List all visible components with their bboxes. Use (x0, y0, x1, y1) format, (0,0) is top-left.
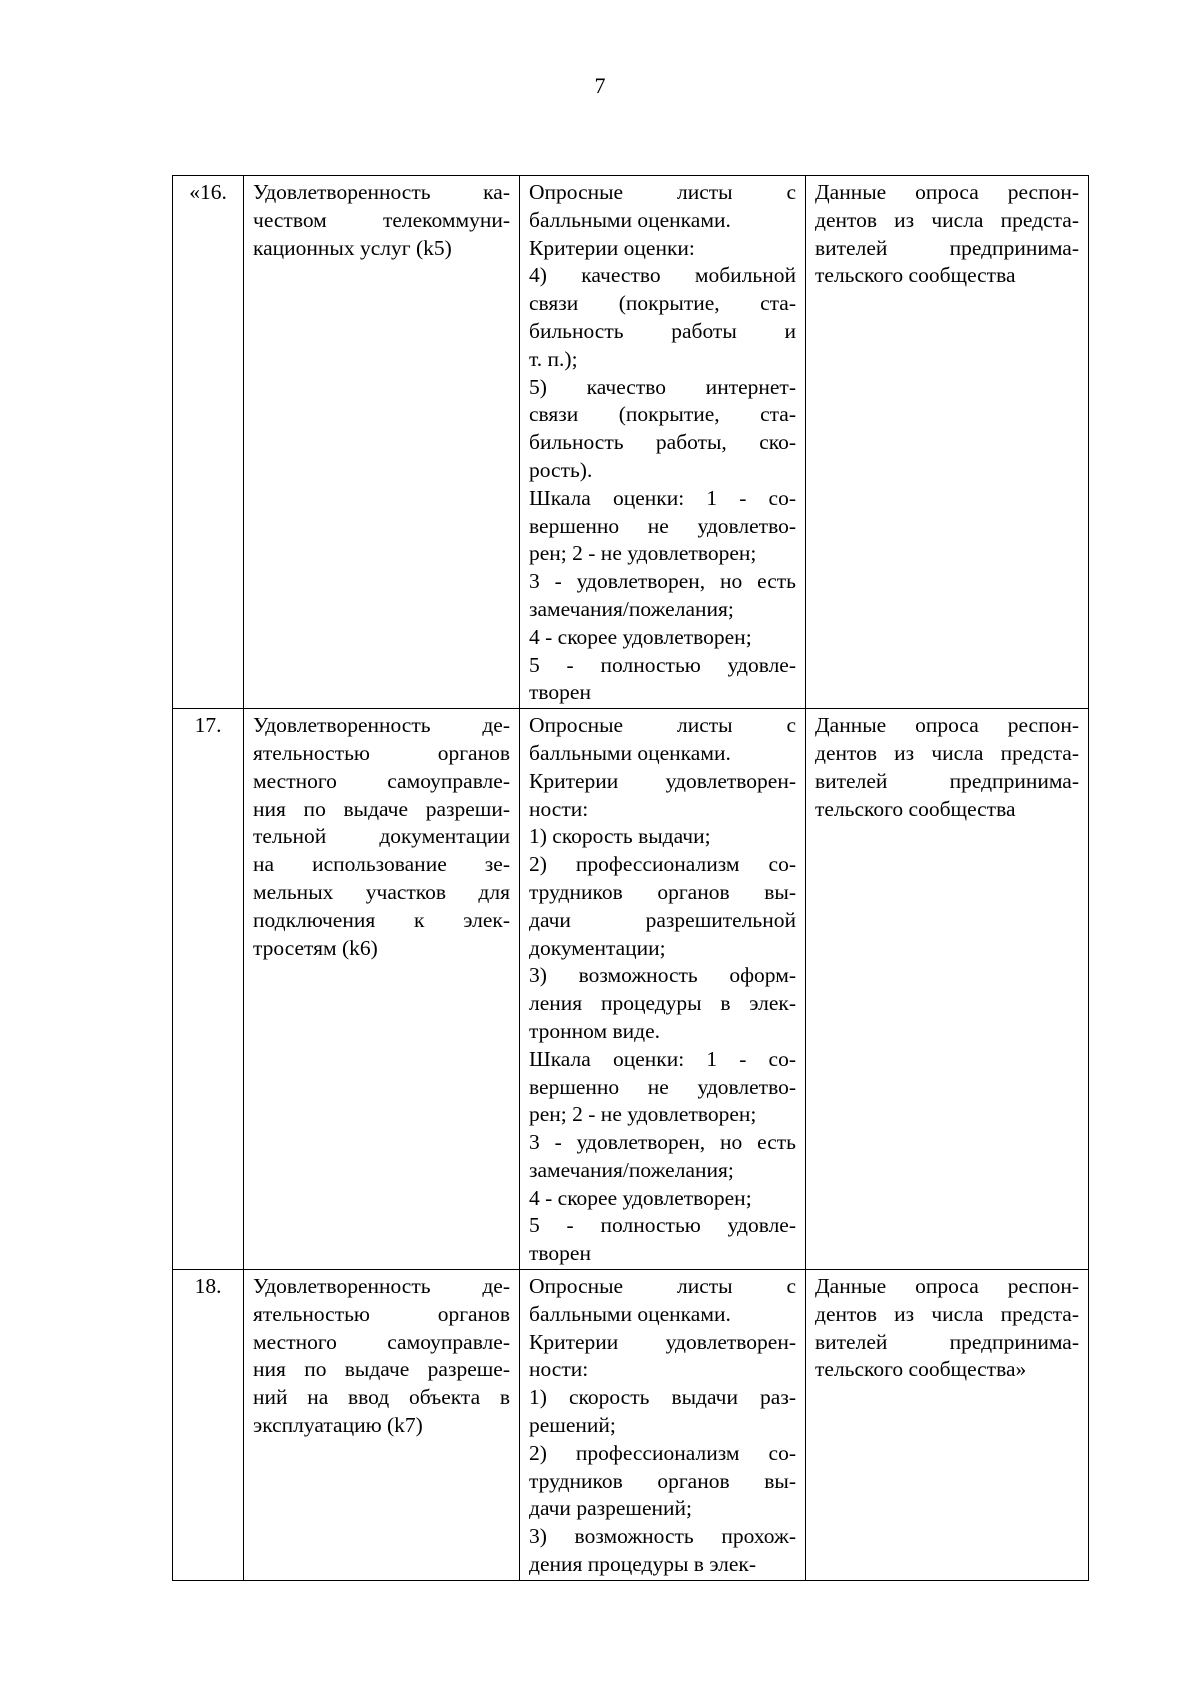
method-cell (520, 1270, 806, 1581)
method-line: 5 - полностью удовле- (529, 652, 796, 677)
method-line: вершенно не удовлетво- (529, 513, 796, 538)
method-line: вершенно не удовлетво- (529, 1074, 796, 1099)
indicator-line: тельной документации (253, 824, 510, 849)
method-line: бильность работы и (529, 318, 796, 343)
table-body (173, 176, 1089, 1581)
method-line: решений; (529, 1413, 616, 1438)
row-number-cell (173, 709, 244, 1270)
method-line: дения процедуры в элек- (529, 1552, 757, 1577)
method-line: ления процедуры в элек- (529, 991, 796, 1016)
row-number: 17. (194, 713, 222, 738)
method-cell (520, 176, 806, 709)
method-line: Опросные листы с (529, 180, 796, 204)
source-line: Данные опроса респон- (815, 180, 1079, 204)
source-cell (806, 709, 1089, 1270)
method-line: 1) скорость выдачи раз- (529, 1385, 796, 1410)
source-line: дентов из числа предста- (815, 207, 1079, 232)
method-line: Критерии удовлетворен- (529, 768, 796, 793)
indicator-line: ния по выдаче разреши- (253, 796, 510, 821)
indicator-line: ятельностью органов (253, 1301, 510, 1326)
method-line: 3 - удовлетворен, но есть (529, 569, 796, 594)
source-line: вителей предпринима- (815, 235, 1079, 260)
source-line: тельского сообщества (815, 263, 1016, 288)
indicator-cell (244, 1270, 520, 1581)
page-number: 7 (594, 73, 606, 98)
row-number: 18. (194, 1274, 222, 1299)
indicator-line: подключения к элек- (253, 907, 510, 932)
method-line: т. п.); (529, 346, 578, 371)
indicator-line: ятельностью органов (253, 740, 510, 765)
row-number-cell (173, 1270, 244, 1581)
source-line: вителей предпринима- (815, 768, 1079, 793)
method-line: Шкала оценки: 1 - со- (529, 1046, 796, 1071)
method-line: рость). (529, 457, 593, 482)
table-row (173, 709, 1089, 1270)
method-line: рен; 2 - не удовлетворен; (529, 541, 757, 566)
indicator-line: чеством телекоммуни- (253, 207, 510, 232)
indicator-line: на использование зе- (253, 852, 510, 877)
method-line: Критерии удовлетворен- (529, 1329, 796, 1354)
method-line: творен (529, 1241, 591, 1266)
table-row (173, 176, 1089, 709)
source-line: дентов из числа предста- (815, 740, 1079, 765)
method-line: рен; 2 - не удовлетворен; (529, 1102, 757, 1127)
indicators-table (172, 175, 1089, 1581)
indicator-line: Удовлетворенность ка- (253, 180, 510, 204)
indicator-line: эксплуатацию (k7) (253, 1413, 423, 1438)
indicator-line: местного самоуправле- (253, 1329, 510, 1354)
indicator-line: местного самоуправле- (253, 768, 510, 793)
method-line: творен (529, 680, 591, 705)
method-line: 4 - скорее удовлетворен; (529, 624, 752, 649)
method-line: ности: (529, 796, 589, 821)
method-line: 3 - удовлетворен, но есть (529, 1130, 796, 1155)
method-line: 4 - скорее удовлетворен; (529, 1185, 752, 1210)
method-line: 3) возможность прохож- (529, 1524, 796, 1549)
table-row (173, 1270, 1089, 1581)
method-line: тронном виде. (529, 1018, 661, 1043)
method-line: ности: (529, 1357, 589, 1382)
method-cell (520, 709, 806, 1270)
source-line: тельского сообщества (815, 796, 1016, 821)
method-line: 3) возможность оформ- (529, 963, 796, 988)
method-line: 2) профессионализм со- (529, 852, 796, 877)
indicator-line: ний на ввод объекта в (253, 1385, 510, 1410)
method-line: связи (покрытие, ста- (529, 291, 796, 316)
method-line: Критерии оценки: (529, 235, 695, 260)
method-line: 2) профессионализм со- (529, 1440, 796, 1465)
method-line: трудников органов вы- (529, 1468, 796, 1493)
source-cell (806, 176, 1089, 709)
indicator-line: Удовлетворенность де- (253, 713, 510, 738)
row-number-cell (173, 176, 244, 709)
indicator-line: Удовлетворенность де- (253, 1274, 510, 1299)
indicator-line: ния по выдаче разреше- (253, 1357, 510, 1382)
method-line: дачи разрешительной (529, 907, 796, 932)
method-line: балльными оценками. (529, 1301, 731, 1326)
source-line: Данные опроса респон- (815, 713, 1079, 738)
method-line: Опросные листы с (529, 1274, 796, 1299)
method-line: 5) качество интернет- (529, 374, 796, 399)
method-line: 1) скорость выдачи; (529, 824, 711, 849)
source-line: Данные опроса респон- (815, 1274, 1079, 1299)
method-line: связи (покрытие, ста- (529, 402, 796, 427)
source-line: тельского сообщества» (815, 1357, 1027, 1382)
method-line: замечания/пожелания; (529, 1157, 734, 1182)
method-line: бильность работы, ско- (529, 430, 796, 455)
source-cell (806, 1270, 1089, 1581)
source-line: дентов из числа предста- (815, 1301, 1079, 1326)
indicator-cell (244, 176, 520, 709)
method-line: Опросные листы с (529, 713, 796, 738)
indicator-line: кационных услуг (k5) (253, 235, 452, 260)
indicator-line: тросетям (k6) (253, 935, 378, 960)
method-line: дачи разрешений; (529, 1496, 692, 1521)
method-line: балльными оценками. (529, 740, 731, 765)
method-line: Шкала оценки: 1 - со- (529, 485, 796, 510)
source-line: вителей предпринима- (815, 1329, 1079, 1354)
method-line: документации; (529, 935, 666, 960)
method-line: 4) качество мобильной (529, 263, 796, 288)
method-line: балльными оценками. (529, 207, 731, 232)
indicator-line: мельных участков для (253, 879, 510, 904)
method-line: замечания/пожелания; (529, 596, 734, 621)
method-line: трудников органов вы- (529, 879, 796, 904)
row-number: «16. (189, 180, 227, 204)
method-line: 5 - полностью удовле- (529, 1213, 796, 1238)
indicator-cell (244, 709, 520, 1270)
